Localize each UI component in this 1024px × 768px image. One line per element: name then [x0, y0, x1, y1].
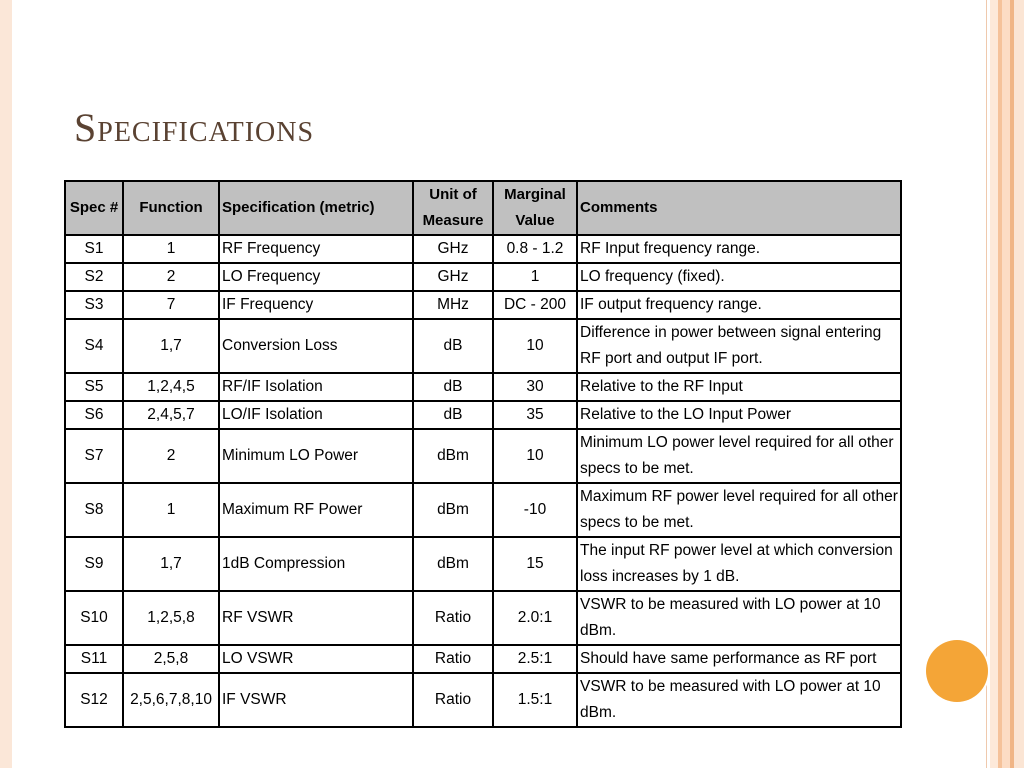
- table-row: [65, 373, 901, 401]
- table-row: [65, 291, 901, 319]
- cell-comment: Maximum RF power level required for all other specs to be met.: [577, 483, 901, 537]
- header-comments: Comments: [577, 181, 901, 235]
- cell-specification: RF/IF Isolation: [219, 373, 413, 401]
- cell-comment: LO frequency (fixed).: [577, 263, 901, 291]
- cell-spec-number: S12: [65, 673, 123, 727]
- cell-marginal-value: -10: [493, 483, 577, 537]
- cell-unit: Ratio: [413, 591, 493, 645]
- cell-unit: GHz: [413, 263, 493, 291]
- specifications-table: [64, 180, 902, 728]
- cell-specification: LO VSWR: [219, 645, 413, 673]
- cell-unit: GHz: [413, 235, 493, 263]
- cell-unit: dB: [413, 401, 493, 429]
- cell-specification: RF VSWR: [219, 591, 413, 645]
- cell-marginal-value: 15: [493, 537, 577, 591]
- cell-spec-number: S5: [65, 373, 123, 401]
- cell-spec-number: S10: [65, 591, 123, 645]
- cell-marginal-value: 2.5:1: [493, 645, 577, 673]
- cell-unit: MHz: [413, 291, 493, 319]
- cell-spec-number: S1: [65, 235, 123, 263]
- header-function: Function: [123, 181, 219, 235]
- cell-marginal-value: 2.0:1: [493, 591, 577, 645]
- cell-comment: IF output frequency range.: [577, 291, 901, 319]
- cell-marginal-value: DC - 200: [493, 291, 577, 319]
- cell-function: 1: [123, 235, 219, 263]
- cell-function: 1,2,5,8: [123, 591, 219, 645]
- cell-function: 1,7: [123, 537, 219, 591]
- cell-comment: Minimum LO power level required for all other specs to be met.: [577, 429, 901, 483]
- cell-unit: Ratio: [413, 645, 493, 673]
- cell-spec-number: S3: [65, 291, 123, 319]
- cell-spec-number: S7: [65, 429, 123, 483]
- cell-spec-number: S6: [65, 401, 123, 429]
- cell-unit: dBm: [413, 483, 493, 537]
- cell-function: 2,5,6,7,8,10: [123, 673, 219, 727]
- cell-marginal-value: 1: [493, 263, 577, 291]
- cell-comment: VSWR to be measured with LO power at 10 dBm.: [577, 591, 901, 645]
- cell-unit: dB: [413, 373, 493, 401]
- cell-comment: Should have same performance as RF port: [577, 645, 901, 673]
- cell-marginal-value: 35: [493, 401, 577, 429]
- cell-marginal-value: 10: [493, 319, 577, 373]
- cell-function: 2: [123, 429, 219, 483]
- header-unit: Unit of Measure: [413, 181, 493, 235]
- cell-specification: Minimum LO Power: [219, 429, 413, 483]
- decor-band: [1014, 0, 1024, 768]
- cell-function: 2,4,5,7: [123, 401, 219, 429]
- table-row: [65, 401, 901, 429]
- cell-specification: Conversion Loss: [219, 319, 413, 373]
- cell-comment: RF Input frequency range.: [577, 235, 901, 263]
- cell-function: 1,7: [123, 319, 219, 373]
- table-body: [65, 235, 901, 727]
- table-row: [65, 429, 901, 483]
- slide-title: Specifications: [74, 105, 315, 150]
- table-row: [65, 645, 901, 673]
- table-row: [65, 263, 901, 291]
- cell-function: 2: [123, 263, 219, 291]
- cell-specification: IF VSWR: [219, 673, 413, 727]
- cell-marginal-value: 1.5:1: [493, 673, 577, 727]
- cell-specification: 1dB Compression: [219, 537, 413, 591]
- cell-function: 1,2,4,5: [123, 373, 219, 401]
- cell-specification: RF Frequency: [219, 235, 413, 263]
- cell-unit: dBm: [413, 537, 493, 591]
- cell-specification: LO/IF Isolation: [219, 401, 413, 429]
- accent-circle: [926, 640, 988, 702]
- decor-band: [990, 0, 998, 768]
- cell-comment: Difference in power between signal entering RF port and output IF port.: [577, 319, 901, 373]
- cell-marginal-value: 0.8 - 1.2: [493, 235, 577, 263]
- cell-comment: Relative to the LO Input Power: [577, 401, 901, 429]
- table-header-row: [65, 181, 901, 235]
- table-row: [65, 483, 901, 537]
- table-row: [65, 319, 901, 373]
- cell-comment: VSWR to be measured with LO power at 10 dBm.: [577, 673, 901, 727]
- cell-function: 2,5,8: [123, 645, 219, 673]
- table-row: [65, 537, 901, 591]
- cell-specification: Maximum RF Power: [219, 483, 413, 537]
- cell-spec-number: S8: [65, 483, 123, 537]
- cell-comment: Relative to the RF Input: [577, 373, 901, 401]
- cell-spec-number: S11: [65, 645, 123, 673]
- cell-specification: LO Frequency: [219, 263, 413, 291]
- cell-unit: dBm: [413, 429, 493, 483]
- cell-marginal-value: 30: [493, 373, 577, 401]
- cell-function: 7: [123, 291, 219, 319]
- decor-band: [1002, 0, 1010, 768]
- cell-specification: IF Frequency: [219, 291, 413, 319]
- table-row: [65, 591, 901, 645]
- cell-marginal-value: 10: [493, 429, 577, 483]
- cell-unit: Ratio: [413, 673, 493, 727]
- cell-comment: The input RF power level at which conversion loss increases by 1 dB.: [577, 537, 901, 591]
- cell-unit: dB: [413, 319, 493, 373]
- header-marginal-value: Marginal Value: [493, 181, 577, 235]
- table-row: [65, 673, 901, 727]
- cell-spec-number: S4: [65, 319, 123, 373]
- header-spec-number: Spec #: [65, 181, 123, 235]
- cell-spec-number: S9: [65, 537, 123, 591]
- decor-band-line: [986, 0, 987, 768]
- cell-function: 1: [123, 483, 219, 537]
- cell-spec-number: S2: [65, 263, 123, 291]
- table-row: [65, 235, 901, 263]
- header-specification: Specification (metric): [219, 181, 413, 235]
